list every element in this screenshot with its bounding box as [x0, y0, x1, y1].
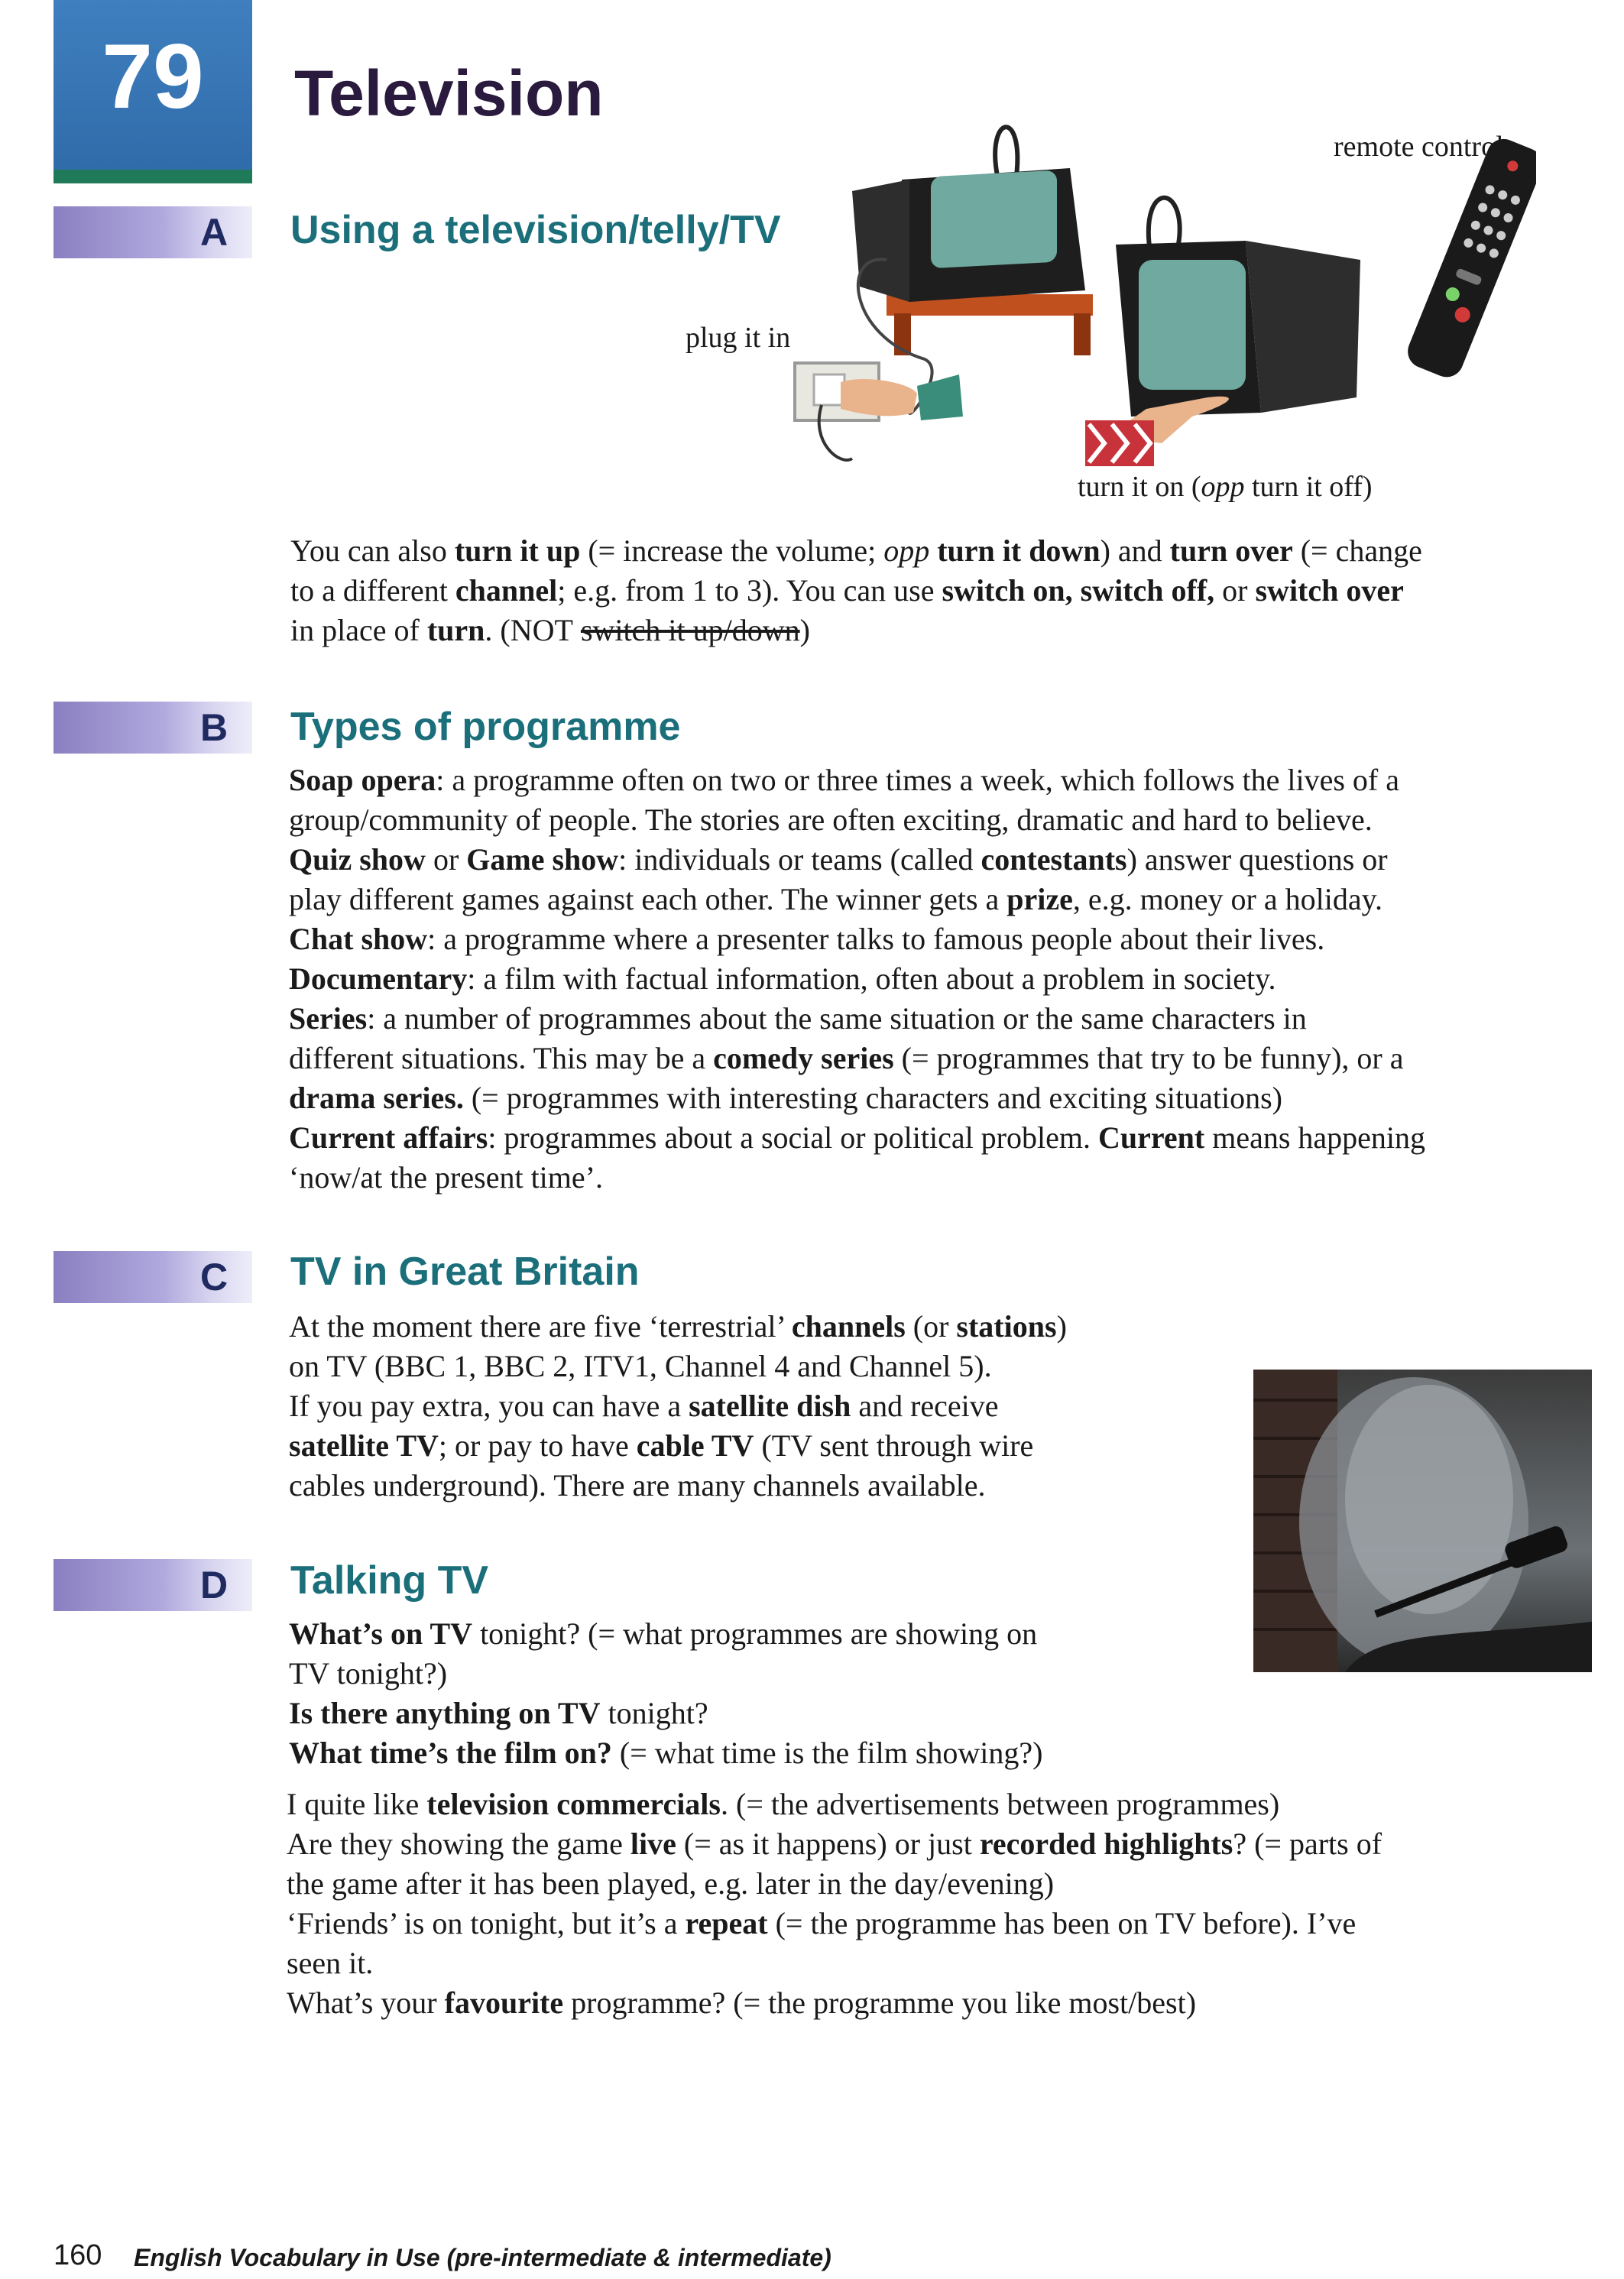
- turn-it-on-label: turn it on (opp turn it off): [1078, 471, 1373, 503]
- text-line: cables underground). There are many channels available.: [289, 1468, 986, 1503]
- unit-stripe: [53, 170, 252, 183]
- text-line: Current affairs: programmes about a social or political problem. Current means happening: [289, 1120, 1426, 1155]
- text-line: Quiz show or Game show: individuals or teams (called contestants) answer questions or: [289, 842, 1388, 877]
- text-line: Chat show: a programme where a presenter talks to famous people about their lives.: [289, 922, 1325, 956]
- text-line: What time’s the film on? (= what time is the film showing?): [289, 1736, 1043, 1770]
- text-line: ‘now/at the present time’.: [289, 1160, 603, 1195]
- book-title: English Vocabulary in Use (pre-intermediate & intermediate): [134, 2244, 831, 2271]
- text-line: play different games against each other. The winner gets a prize, e.g. money or a holiday.: [289, 882, 1383, 916]
- text-line: different situations. This may be a comedy series (= programmes that try to be funny), or a: [289, 1041, 1404, 1075]
- text-line: drama series. (= programmes with interesting characters and exciting situations): [289, 1081, 1282, 1115]
- text-line: to a different channel; e.g. from 1 to 3). You can use switch on, switch off, or switch over: [290, 573, 1404, 608]
- section-b-text: [289, 760, 1425, 1198]
- section-a-heading: Using a television/telly/TV: [290, 208, 781, 252]
- section-d-text-group-1: [289, 1614, 1043, 1773]
- section-d-text-group-2: [287, 1785, 1382, 2023]
- section-a-text: [290, 531, 1422, 650]
- text-line: TV tonight?): [289, 1656, 448, 1691]
- section-c-text: [289, 1307, 1067, 1506]
- checked-sleeve-icon: [1085, 420, 1154, 466]
- text-line: ‘Friends’ is on tonight, but it’s a repeat (= the programme has been on TV before). I’ve: [287, 1906, 1357, 1940]
- text-line: I quite like television commercials. (= the advertisements between programmes): [287, 1787, 1280, 1821]
- section-b-heading: Types of programme: [290, 705, 681, 749]
- plug-it-in-label: plug it in: [686, 322, 791, 354]
- text-line: Documentary: a film with factual information, often about a problem in society.: [289, 961, 1276, 996]
- text-line: seen it.: [287, 1946, 374, 1980]
- section-b-letter: B: [199, 706, 229, 749]
- text-line: group/community of people. The stories are often exciting, dramatic and hard to believe.: [289, 802, 1373, 837]
- section-c-letter: C: [199, 1256, 229, 1298]
- remote-control-label: remote control: [1334, 131, 1504, 163]
- text-line: Series: a number of programmes about the same situation or the same characters in: [289, 1001, 1307, 1036]
- text-line: At the moment there are five ‘terrestrial’ channels (or stations): [289, 1309, 1067, 1344]
- text-line: satellite TV; or pay to have cable TV (TV sent through wire: [289, 1428, 1034, 1463]
- television-illustration: [657, 107, 1536, 504]
- text-line: the game after it has been played, e.g. later in the day/evening): [287, 1866, 1055, 1901]
- text-line: What’s on TV tonight? (= what programmes are showing on: [289, 1616, 1038, 1651]
- section-d-heading: Talking TV: [290, 1558, 489, 1603]
- section-a-letter: A: [199, 211, 229, 254]
- unit-number: 79: [102, 25, 204, 128]
- text-line: Soap opera: a programme often on two or three times a week, which follows the lives of a: [289, 763, 1399, 797]
- section-d-letter: D: [199, 1564, 229, 1606]
- text-line: Is there anything on TV tonight?: [289, 1696, 708, 1730]
- text-line: What’s your favourite programme? (= the programme you like most/best): [287, 1986, 1197, 2020]
- page-number: 160: [53, 2239, 102, 2271]
- text-line: on TV (BBC 1, BBC 2, ITV1, Channel 4 and Channel 5).: [289, 1349, 992, 1383]
- text-line: Are they showing the game live (= as it happens) or just recorded highlights? (= parts of: [287, 1827, 1383, 1861]
- satellite-dish-photo: [1253, 1370, 1592, 1672]
- section-c-heading: TV in Great Britain: [290, 1250, 640, 1294]
- text-line: If you pay extra, you can have a satellite dish and receive: [289, 1389, 999, 1423]
- sleeve-icon: [917, 374, 963, 420]
- text-line: in place of turn. (NOT switch it up/down): [290, 613, 810, 647]
- text-line: You can also turn it up (= increase the volume; opp turn it down) and turn over (= change: [290, 533, 1422, 568]
- remote-control-icon: [1402, 134, 1536, 382]
- page-title: Television: [294, 57, 604, 129]
- antenna-icon: [995, 127, 1017, 176]
